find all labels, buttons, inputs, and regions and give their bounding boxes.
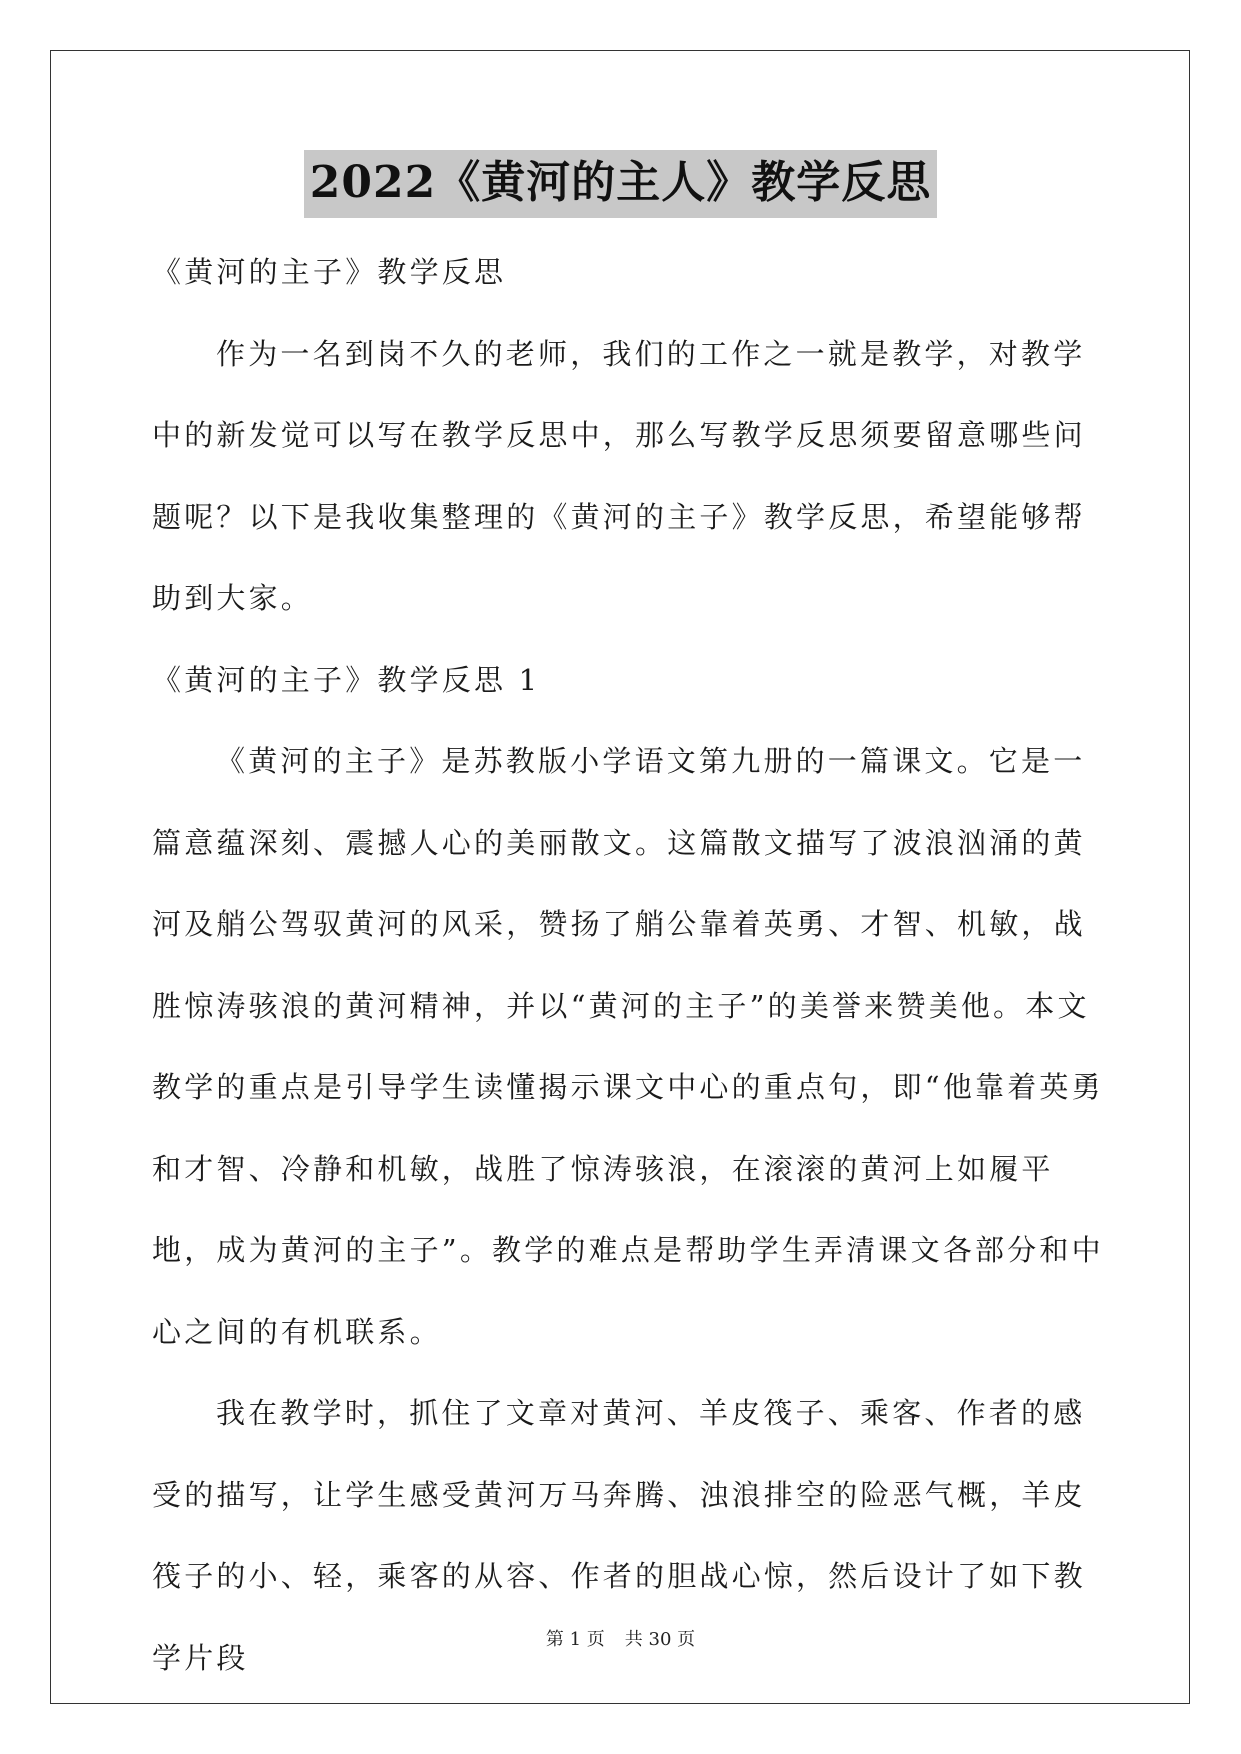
paragraph-body: 《黄河的主子》是苏教版小学语文第九册的一篇课文。它是一篇意蕴深刻、震撼人心的美丽散文。这篇散文描写了波浪汹涌的黄河及艄公驾驭黄河的风采，赞扬了艄公靠着英勇、才智、机敏，战胜惊涛骇浪的黄河精神，并以“黄河的主子”的美誉来赞美他。本文教学的重点是引导学生读懂揭示课文中心的重点句，即“他靠着英勇和才智、冷静和机敏，战胜了惊涛骇浪，在滚滚的黄河上如履平地，成为黄河的主子”。教学的难点是帮助学生弄清课文各部分和中心之间的有机联系。 bbox=[152, 744, 1104, 1349]
title-container bbox=[0, 150, 1241, 218]
paragraph-subtitle: 《黄河的主子》教学反思 bbox=[152, 255, 507, 289]
document-body bbox=[152, 232, 1112, 1699]
page-number: 第 1 页 bbox=[545, 1629, 605, 1650]
paragraph-body: 我在教学时，抓住了文章对黄河、羊皮筏子、乘客、作者的感受的描写，让学生感受黄河万马奔腾、浊浪排空的险恶气概，羊皮筏子的小、轻，乘客的从容、作者的胆战心惊，然后设计了如下教学片段 bbox=[152, 1396, 1086, 1675]
document-title: 2022《黄河的主人》教学反思 bbox=[304, 150, 937, 218]
section-heading: 《黄河的主子》教学反思 1 bbox=[152, 662, 541, 697]
page-footer bbox=[0, 1628, 1241, 1652]
page-total: 共 30 页 bbox=[624, 1629, 696, 1650]
paragraph-intro: 作为一名到岗不久的老师，我们的工作之一就是教学，对教学中的新发觉可以写在教学反思中，那么写教学反思须要留意哪些问题呢？以下是我收集整理的《黄河的主子》教学反思，希望能够帮助到大家。 bbox=[152, 336, 1086, 615]
